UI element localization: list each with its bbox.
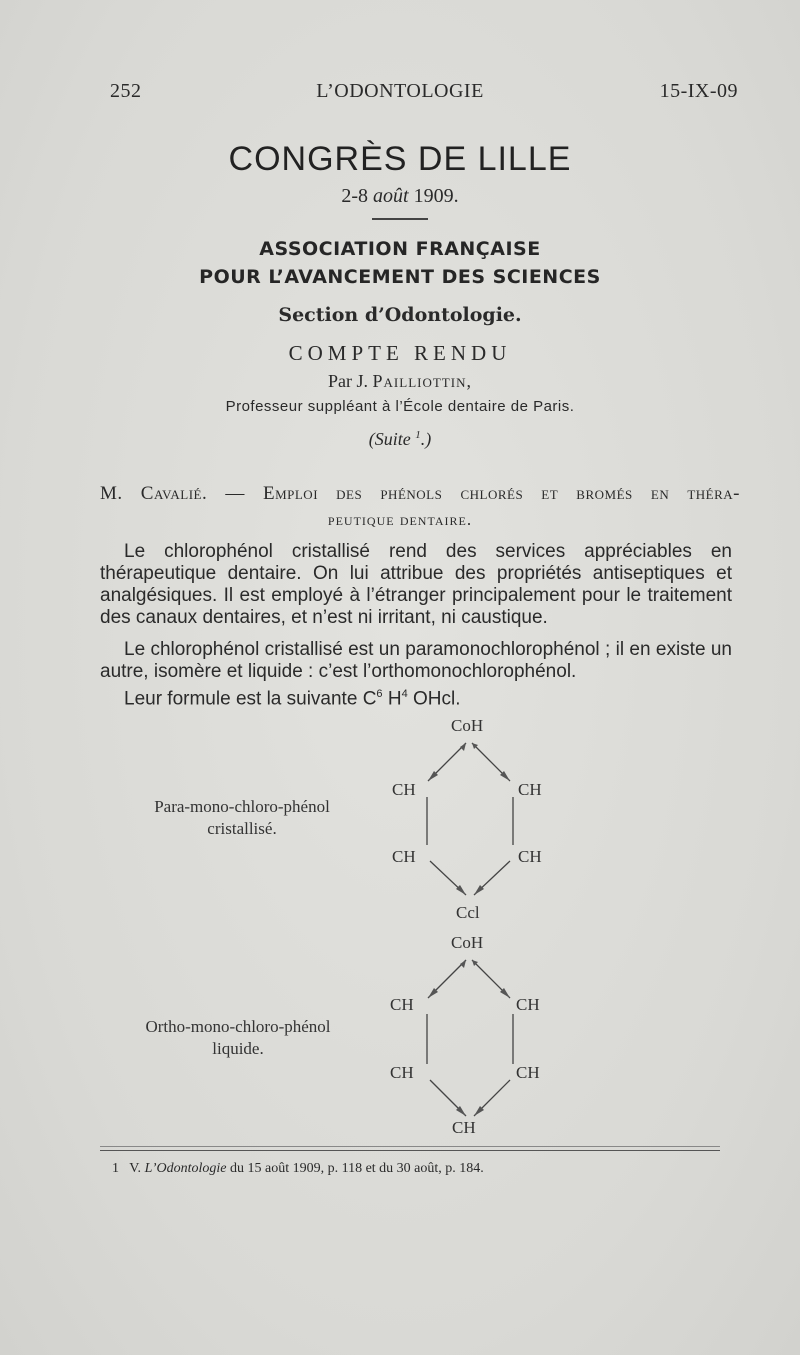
footnote-text: du 15 août 1909, p. 118 et du 30 août, p. 184. <box>229 1161 484 1176</box>
footnote-divider <box>100 1150 720 1151</box>
diagram-2-structure <box>380 952 560 1132</box>
page-number: 252 <box>110 80 142 102</box>
formula-c-sub: 6 <box>376 688 383 700</box>
paragraph-1: Le chlorophénol cristallisé rend des services appréciables en thérapeutique dentaire. On lui attribue des propriétés antiseptiques et analgésiques. Il est employé à l’étranger principalement pour le traitement des canaux dentaires, et n’est ni irritant, ni caustique. <box>100 541 732 628</box>
section-heading: Section d’Odontologie. <box>278 304 522 326</box>
formula-line <box>100 683 756 710</box>
footnote-number: 1 <box>112 1161 119 1176</box>
suite-footnote-ref: 1 <box>415 429 421 441</box>
article-heading <box>100 483 740 505</box>
association-line-1: ASSOCIATION FRANÇAISE <box>259 238 541 260</box>
author-prefix: Par J. <box>328 371 369 391</box>
diagram-1-left-upper: CH <box>392 780 416 799</box>
diagram-2-left-upper: CH <box>390 995 414 1014</box>
suite-note <box>0 429 800 450</box>
footnote-divider-top <box>100 1146 720 1147</box>
author-line <box>0 371 800 392</box>
diagram-1-right-lower: CH <box>518 847 542 866</box>
diagram-1-bottom: Ccl <box>456 903 480 922</box>
formula-h-sub: 4 <box>401 688 408 700</box>
diagram-2-label-line-2: liquide. <box>212 1039 264 1058</box>
dates-prefix: 2-8 <box>341 185 369 207</box>
author-title: Professeur suppléant à l’École dentaire de Paris. <box>225 398 575 415</box>
diagram-2-left-lower: CH <box>390 1063 414 1082</box>
author-name: Pailliottin, <box>372 371 472 391</box>
diagram-1-structure <box>380 735 560 915</box>
paragraph-2: Le chlorophénol cristallisé est un paramonochlorophénol ; il en existe un autre, isomère et liquide : c’est l’orthomonochlorophénol. <box>100 639 732 682</box>
diagram-2-top: CoH <box>451 933 484 952</box>
suite-text: (Suite <box>368 429 411 449</box>
diagram-2-label-line-1: Ortho-mono-chloro-phénol <box>145 1017 331 1036</box>
title-divider <box>372 218 428 220</box>
diagram-1-left-lower: CH <box>392 847 416 866</box>
dates-month: août <box>373 185 409 207</box>
issue-date: 15-IX-09 <box>659 80 738 102</box>
diagram-2-bottom: CH <box>452 1118 476 1137</box>
dates-year: 1909. <box>413 185 459 207</box>
congress-dates <box>0 185 800 208</box>
diagram-2-label <box>108 1016 368 1060</box>
footnote-prefix: V. <box>129 1161 142 1176</box>
footnote-journal: L’Odontologie <box>144 1161 227 1176</box>
formula-c: C <box>362 688 377 710</box>
article-heading-line-1: Emploi des phénols chlorés et bromés en théra- <box>262 483 740 504</box>
article-heading-line-2: peutique dentaire. <box>327 510 473 529</box>
diagram-1-top: CoH <box>451 716 484 735</box>
page-title: CONGRÈS DE LILLE <box>228 140 572 178</box>
compte-rendu-heading: COMPTE RENDU <box>288 341 512 365</box>
speaker-name: M. Cavalié. <box>100 483 208 504</box>
footnote <box>112 1161 484 1177</box>
diagram-1-label-line-2: cristallisé. <box>207 819 277 838</box>
formula-rest: OHcl. <box>412 688 461 710</box>
running-title: L’ODONTOLOGIE <box>316 80 484 102</box>
diagram-2-right-lower: CH <box>516 1063 540 1082</box>
association-line-2: POUR L’AVANCEMENT DES SCIENCES <box>199 266 601 288</box>
heading-dash: — <box>225 483 245 504</box>
formula-h: H <box>387 688 402 710</box>
formula-intro: Leur formule est la suivante <box>124 688 358 710</box>
diagram-1-right-upper: CH <box>518 780 542 799</box>
suite-end: .) <box>420 429 432 449</box>
diagram-2-right-upper: CH <box>516 995 540 1014</box>
diagram-1-label <box>112 796 372 840</box>
diagram-1-label-line-1: Para-mono-chloro-phénol <box>154 797 330 816</box>
